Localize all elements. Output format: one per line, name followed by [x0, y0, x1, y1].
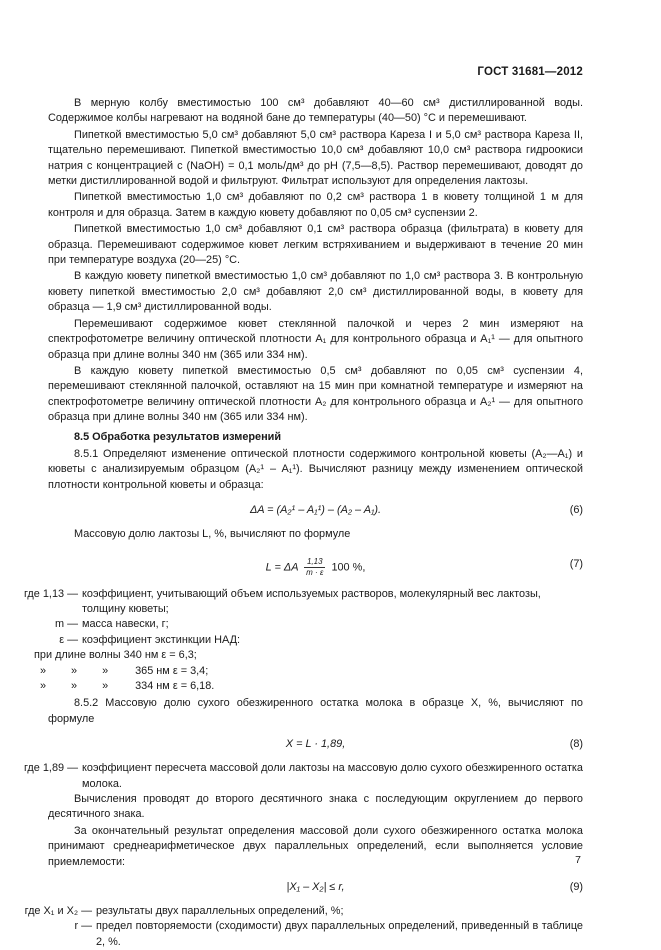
formula-7-number: (7) [569, 557, 583, 570]
clause-8-5-2: 8.5.2 Массовую долю сухого обезжиренного остатка молока в образце X, %, вычисляют по формуле [48, 697, 583, 725]
wavelength-row [0, 664, 583, 679]
ditto-mark: » [102, 664, 109, 677]
formula-6 [48, 495, 583, 525]
formula-7-expression [48, 557, 583, 578]
clause-8-5-1: 8.5.1 Определяют изменение оптической плотности содержимого контрольной кюветы (A₂—A₁) и кюветы с анализируемым образцом (A₂¹ – A₁¹). Вычисляют разницу между изменением оптической плотности контрольной кюветы и образца: [48, 447, 583, 491]
formula-7-denominator: m · ε [306, 567, 324, 577]
formula-8-legend [0, 761, 583, 792]
page-number: 7 [575, 854, 581, 866]
paragraph-1: В мерную колбу вместимостью 100 см³ добавляют 40—60 см³ дистиллированной воды. Содержимое колбы нагревают на водяной бане до температуры (40—50) °С и перемешивают. [48, 97, 583, 125]
legend-text: коэффициент, учитывающий объем используемых растворов, молекулярный вес лактозы, [82, 587, 541, 600]
formula-7 [48, 545, 583, 585]
standard-header: ГОСТ 31681—2012 [477, 66, 583, 78]
formula-7-right: 100 %, [331, 560, 366, 573]
legend-row [0, 919, 583, 950]
paragraph-4: Пипеткой вместимостью 1,0 см³ добавляют 0,1 см³ раствора образца (фильтрата) в кювету для образца. Перемешивают содержимое кювет легким встряхиванием и выдерживают в течение 20 мин при температуре воздуха (20—25) °С. [48, 223, 583, 267]
formula-7-fraction [304, 557, 325, 578]
rounding-rule: Вычисления проводят до второго десятичного знака с последующим округлением до первого десятичного знака. [48, 793, 583, 821]
formula-8-expression: X = L · 1,89, [285, 738, 346, 751]
legend-row [0, 904, 583, 919]
paragraph-3: Пипеткой вместимостью 1,0 см³ добавляют по 0,2 см³ раствора 1 в кювету толщиной 1 м для контроля и для образца. Затем в каждую кювету добавляют по 0,05 см³ суспензии 2. [48, 191, 583, 219]
wavelength-text: 334 нм ε = 6,18. [135, 680, 215, 692]
ditto-mark: » [71, 664, 78, 677]
ditto-mark: » [102, 680, 109, 692]
legend-symbol: где 1,89 — [23, 762, 78, 775]
legend-text: толщину кюветы; [82, 602, 169, 615]
paragraph-6: Перемешивают содержимое кювет стеклянной палочкой и через 2 мин измеряют на спектрофотометре величину оптической плотности A₁ для контрольного образца и A₁¹ — для опытного образца при длине волны 340 нм (365 или 334 нм). [48, 317, 583, 361]
formula-7-legend [0, 587, 583, 695]
formula-8 [48, 729, 583, 759]
ditto-mark: » [40, 680, 47, 692]
legend-symbol [0, 602, 82, 617]
lactose-intro: Массовую долю лактозы L, %, вычисляют по формуле [74, 528, 351, 541]
section-heading: 8.5 Обработка результатов измерений [74, 430, 282, 443]
formula-8-number: (8) [569, 738, 583, 751]
paragraph-7: В каждую кювету пипеткой вместимостью 0,5 см³ добавляют по 0,05 см³ суспензии 4, перемешивают стеклянной палочкой, оставляют на 15 мин при комнатной температуре и измеряют на спектрофотометре величину оптической плотности A₂ для контрольного образца и A₂¹ — для опытного образца при длине волны 340 нм (365 или 334 нм). [48, 364, 583, 424]
final-result-rule: За окончательный результат определения массовой доли сухого обезжиренного остатка молока принимают среднеарифметическое двух параллельных определений, если выполняется условие приемлемости: [48, 824, 583, 868]
legend-text: предел повторяемости (сходимости) двух параллельных определений, приведенный в таблице 2, %. [96, 920, 583, 948]
wavelength-text: при длине волны 340 нм ε = 6,3; [34, 649, 197, 662]
legend-row [0, 633, 583, 648]
formula-7-numerator: 1,13 [304, 557, 325, 568]
document-body [23, 96, 583, 950]
legend-text: результаты двух параллельных определений, %; [96, 905, 344, 918]
legend-row [0, 587, 583, 602]
formula-9-legend [0, 904, 583, 950]
legend-symbol: ε — [59, 633, 78, 646]
formula-9 [48, 872, 583, 902]
formula-7-left: L = ΔA [265, 560, 299, 573]
legend-symbol: m — [55, 618, 78, 631]
paragraph-5: В каждую кювету пипеткой вместимостью 1,0 см³ добавляют по 1,0 см³ раствора 3. В контрольную кювету пипеткой вместимостью 2,0 см³ добавляют 2,0 см³ дистиллированной воды, в кювету для образца — 1,9 см³ дистиллированной воды. [48, 270, 583, 314]
formula-9-number: (9) [569, 881, 583, 894]
ditto-mark: » [40, 664, 47, 677]
wavelength-text: 365 нм ε = 3,4; [135, 664, 209, 677]
formula-6-expression: ΔA = (A₂¹ – A₁¹) – (A₂ – A₁). [249, 504, 382, 517]
legend-text: коэффициент пересчета массовой доли лактозы на массовую долю сухого обезжиренного остатка молока. [82, 762, 583, 790]
legend-row [0, 617, 583, 632]
wavelength-row [0, 679, 583, 694]
formula-9-expression: |X₁ – X₂| ≤ r, [286, 881, 345, 894]
paragraph-2: Пипеткой вместимостью 5,0 см³ добавляют 5,0 см³ раствора Кареза I и 5,0 см³ раствора Кареза II, тщательно перемешивают. Пипеткой вместимостью 10,0 см³ добавляют 10,0 см³ раствора гидроокиси натрия с концентрацией с (NaOH) = 0,1 моль/дм³ до pH (7,5—8,5). Раствор перемешивают, доводят до метки дистиллированной водой и фильтруют. Фильтрат используют для определения лактозы. [48, 128, 583, 188]
legend-row [0, 602, 583, 617]
wavelength-row [0, 648, 583, 663]
legend-symbol: где X₁ и X₂ — [24, 905, 92, 918]
legend-text: масса навески, г; [82, 618, 169, 631]
formula-6-number: (6) [569, 504, 583, 517]
legend-symbol: r — [74, 920, 92, 933]
legend-symbol: где 1,13 — [23, 587, 78, 600]
legend-row [0, 761, 583, 792]
ditto-mark: » [71, 680, 78, 692]
legend-text: коэффициент экстинкции НАД: [82, 633, 240, 646]
